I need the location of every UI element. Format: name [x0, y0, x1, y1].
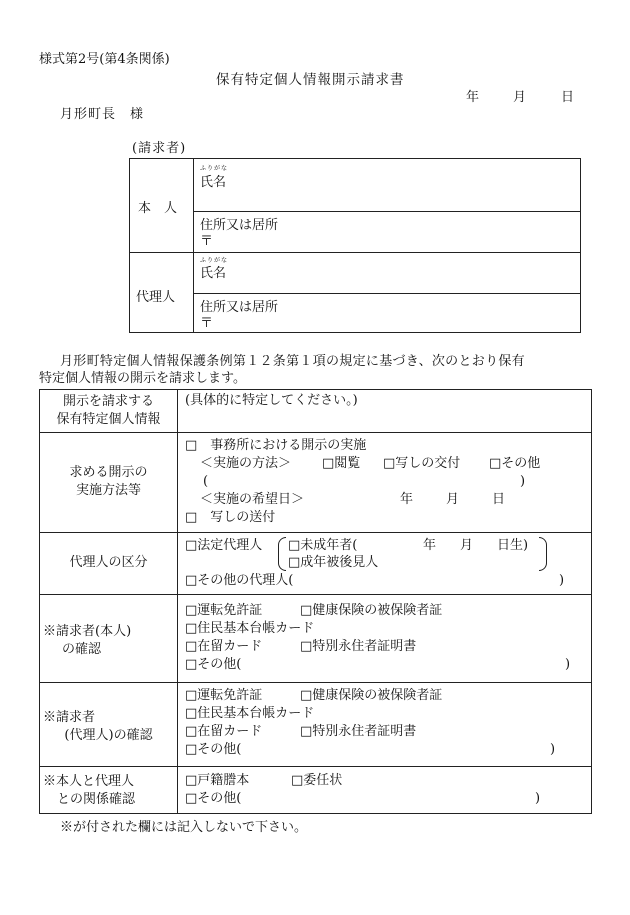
desired-month: 月: [446, 492, 460, 507]
method-close-paren: ): [520, 474, 526, 489]
principal-other-checkbox[interactable]: □その他(: [185, 657, 242, 672]
copy-delivery-checkbox[interactable]: □写しの交付: [383, 456, 461, 471]
left-brace: [278, 537, 286, 571]
agent-license-checkbox[interactable]: □運転免許証: [185, 688, 263, 703]
principal-label: 本 人: [138, 201, 178, 216]
office-checkbox[interactable]: □ 事務所における開示の実施: [185, 438, 367, 453]
adult-ward-checkbox[interactable]: □成年被後見人: [288, 555, 379, 570]
agent-other-checkbox[interactable]: □その他(: [185, 742, 242, 757]
addressee: 月形町長 様: [60, 107, 145, 122]
info-label-1: 開示を請求する: [62, 394, 154, 409]
agent-other-close: ): [550, 742, 556, 757]
agent-label: 代理人: [136, 290, 176, 305]
form-number: 様式第2号(第4条関係): [39, 52, 170, 67]
agent-permanent-checkbox[interactable]: □特別永住者証明書: [300, 724, 417, 739]
relation-label-2: との関係確認: [57, 792, 136, 807]
mail-checkbox[interactable]: □ 写しの送付: [185, 510, 276, 525]
agent-check-label-1: ※請求者: [43, 710, 96, 725]
principal-check-label-1: ※請求者(本人): [43, 624, 132, 639]
family-register-checkbox[interactable]: □戸籍謄本: [185, 773, 250, 788]
principal-name-field[interactable]: 氏名: [200, 175, 227, 190]
agent-insurance-checkbox[interactable]: □健康保険の被保険者証: [300, 688, 443, 703]
agent-residence-card-checkbox[interactable]: □在留カード: [185, 724, 263, 739]
legal-agent-checkbox[interactable]: □法定代理人: [185, 538, 263, 553]
date-label: ＜実施の希望日＞: [200, 492, 305, 507]
relation-label-1: ※本人と代理人: [43, 774, 135, 789]
method-label: ＜実施の方法＞: [200, 456, 292, 471]
method-label-2: 実施方法等: [75, 483, 141, 498]
power-of-attorney-checkbox[interactable]: □委任状: [291, 773, 343, 788]
viewing-checkbox[interactable]: □閲覧: [322, 456, 361, 471]
page-title: 保有特定個人情報開示請求書: [216, 72, 405, 88]
method-label-1: 求める開示の: [69, 465, 148, 480]
principal-address-label: 住所又は居所: [200, 218, 279, 233]
minor-birth-year: 年: [423, 538, 437, 553]
principal-check-label-2: の確認: [62, 642, 102, 657]
requester-heading: (請求者): [132, 141, 187, 156]
requester-table: [129, 158, 581, 333]
info-label-2: 保有特定個人情報: [56, 412, 161, 427]
principal-resident-card-checkbox[interactable]: □住民基本台帳カード: [185, 621, 315, 636]
minor-checkbox[interactable]: □未成年者(: [288, 538, 358, 553]
date-month: 月: [513, 90, 527, 105]
agent-address-label: 住所又は居所: [200, 300, 279, 315]
principal-postal-field[interactable]: 〒: [200, 234, 214, 249]
relation-other-checkbox[interactable]: □その他(: [185, 791, 242, 806]
principal-furigana: ふりがな: [200, 165, 229, 172]
minor-birth-day: 日生): [497, 538, 529, 553]
principal-permanent-checkbox[interactable]: □特別永住者証明書: [300, 639, 417, 654]
principal-insurance-checkbox[interactable]: □健康保険の被保険者証: [300, 603, 443, 618]
principal-license-checkbox[interactable]: □運転免許証: [185, 603, 263, 618]
intro-line-1: 月形町特定個人情報保護条例第１２条第１項の規定に基づき、次のとおり保有: [60, 354, 525, 369]
minor-birth-month: 月: [460, 538, 474, 553]
relation-other-close: ): [535, 791, 541, 806]
request-table: [39, 389, 592, 814]
date-year: 年: [466, 90, 480, 105]
other-agent-checkbox[interactable]: □その他の代理人(: [185, 573, 294, 588]
agent-type-label: 代理人の区分: [69, 555, 148, 570]
intro-line-2: 特定個人情報の開示を請求します。: [39, 371, 246, 386]
principal-other-close: ): [565, 657, 571, 672]
method-open-paren: (: [203, 474, 209, 489]
principal-residence-card-checkbox[interactable]: □在留カード: [185, 639, 263, 654]
method-other-checkbox[interactable]: □その他: [489, 456, 541, 471]
agent-postal-field[interactable]: 〒: [200, 316, 214, 331]
date-day: 日: [561, 90, 575, 105]
right-brace: [539, 537, 547, 571]
agent-check-label-2: (代理人)の確認: [64, 728, 153, 743]
desired-day: 日: [492, 492, 506, 507]
info-content-field[interactable]: (具体的に特定してください。): [185, 393, 358, 408]
other-agent-close: ): [559, 573, 565, 588]
footer-note: ※が付された欄には記入しないで下さい。: [60, 820, 308, 835]
agent-resident-card-checkbox[interactable]: □住民基本台帳カード: [185, 706, 315, 721]
agent-furigana: ふりがな: [200, 257, 229, 264]
agent-name-field[interactable]: 氏名: [200, 266, 227, 281]
desired-year: 年: [400, 492, 414, 507]
